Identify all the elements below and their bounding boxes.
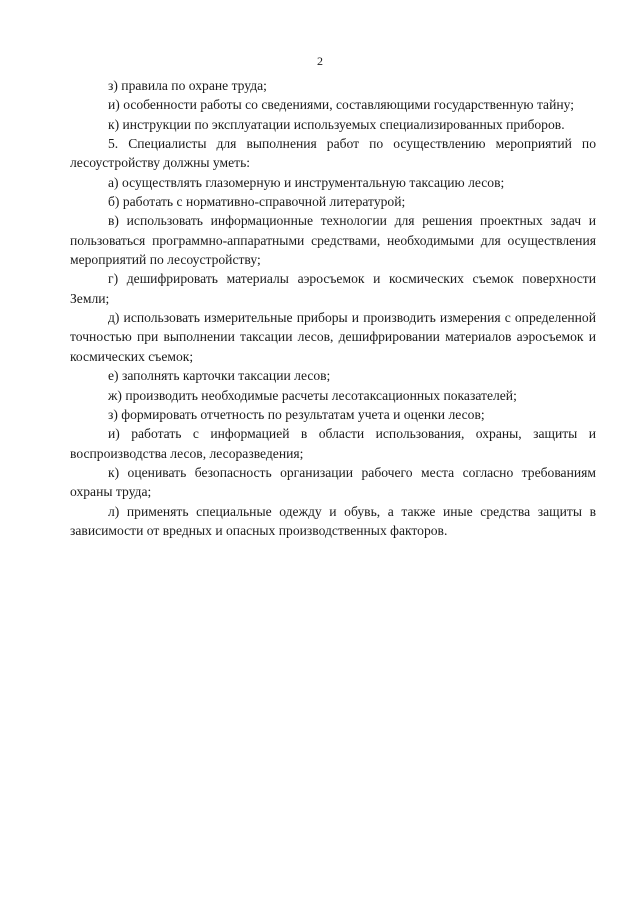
paragraph-skill-b: б) работать с нормативно-справочной литературой; <box>108 194 406 210</box>
paragraph-skill-k: к) оценивать безопасность организации рабочего места согласно требованиям охраны труда; <box>70 464 596 500</box>
section-5-heading: 5. Специалисты для выполнения работ по осуществлению мероприятий по лесоустройству должны уметь: <box>70 136 596 171</box>
paragraph-skill-v: в) использовать информационные технологии для решения проектных задач и пользоваться программно-аппаратными средствами, необходимыми для осуществления мероприятий по лесоустройству; <box>70 213 596 268</box>
document-body <box>70 76 596 540</box>
paragraph-skill-d: д) использовать измерительные приборы и производить измерения с определенной точностью при выполнении таксации лесов, дешифрировании материалов аэросъемок и космических съемок; <box>70 310 596 364</box>
paragraph-skill-g: г) дешифрировать материалы аэросъемок и космических съемок поверхности Земли; <box>70 271 596 306</box>
paragraph-skill-i: и) работать с информацией в области использования, охраны, защиты и воспроизводства лесов, лесоразведения; <box>70 426 596 461</box>
paragraph-knowledge-k: к) инструкции по эксплуатации используемых специализированных приборов. <box>108 116 565 132</box>
paragraph-skill-z: з) формировать отчетность по результатам учета и оценки лесов; <box>108 406 485 422</box>
paragraph-knowledge-z: з) правила по охране труда; <box>108 78 267 93</box>
paragraph-skill-a: а) осуществлять глазомерную и инструментальную таксацию лесов; <box>108 174 505 190</box>
paragraph-knowledge-i: и) особенности работы со сведениями, составляющими государственную тайну; <box>108 97 575 113</box>
paragraph-skill-e: е) заполнять карточки таксации лесов; <box>108 368 331 384</box>
paragraph-skill-zh: ж) производить необходимые расчеты лесотаксационных показателей; <box>108 387 517 403</box>
page-number: 2 <box>317 54 323 68</box>
paragraph-skill-l: л) применять специальные одежду и обувь, а также иные средства защиты в зависимости от вредных и опасных производственных факторов. <box>70 503 596 538</box>
